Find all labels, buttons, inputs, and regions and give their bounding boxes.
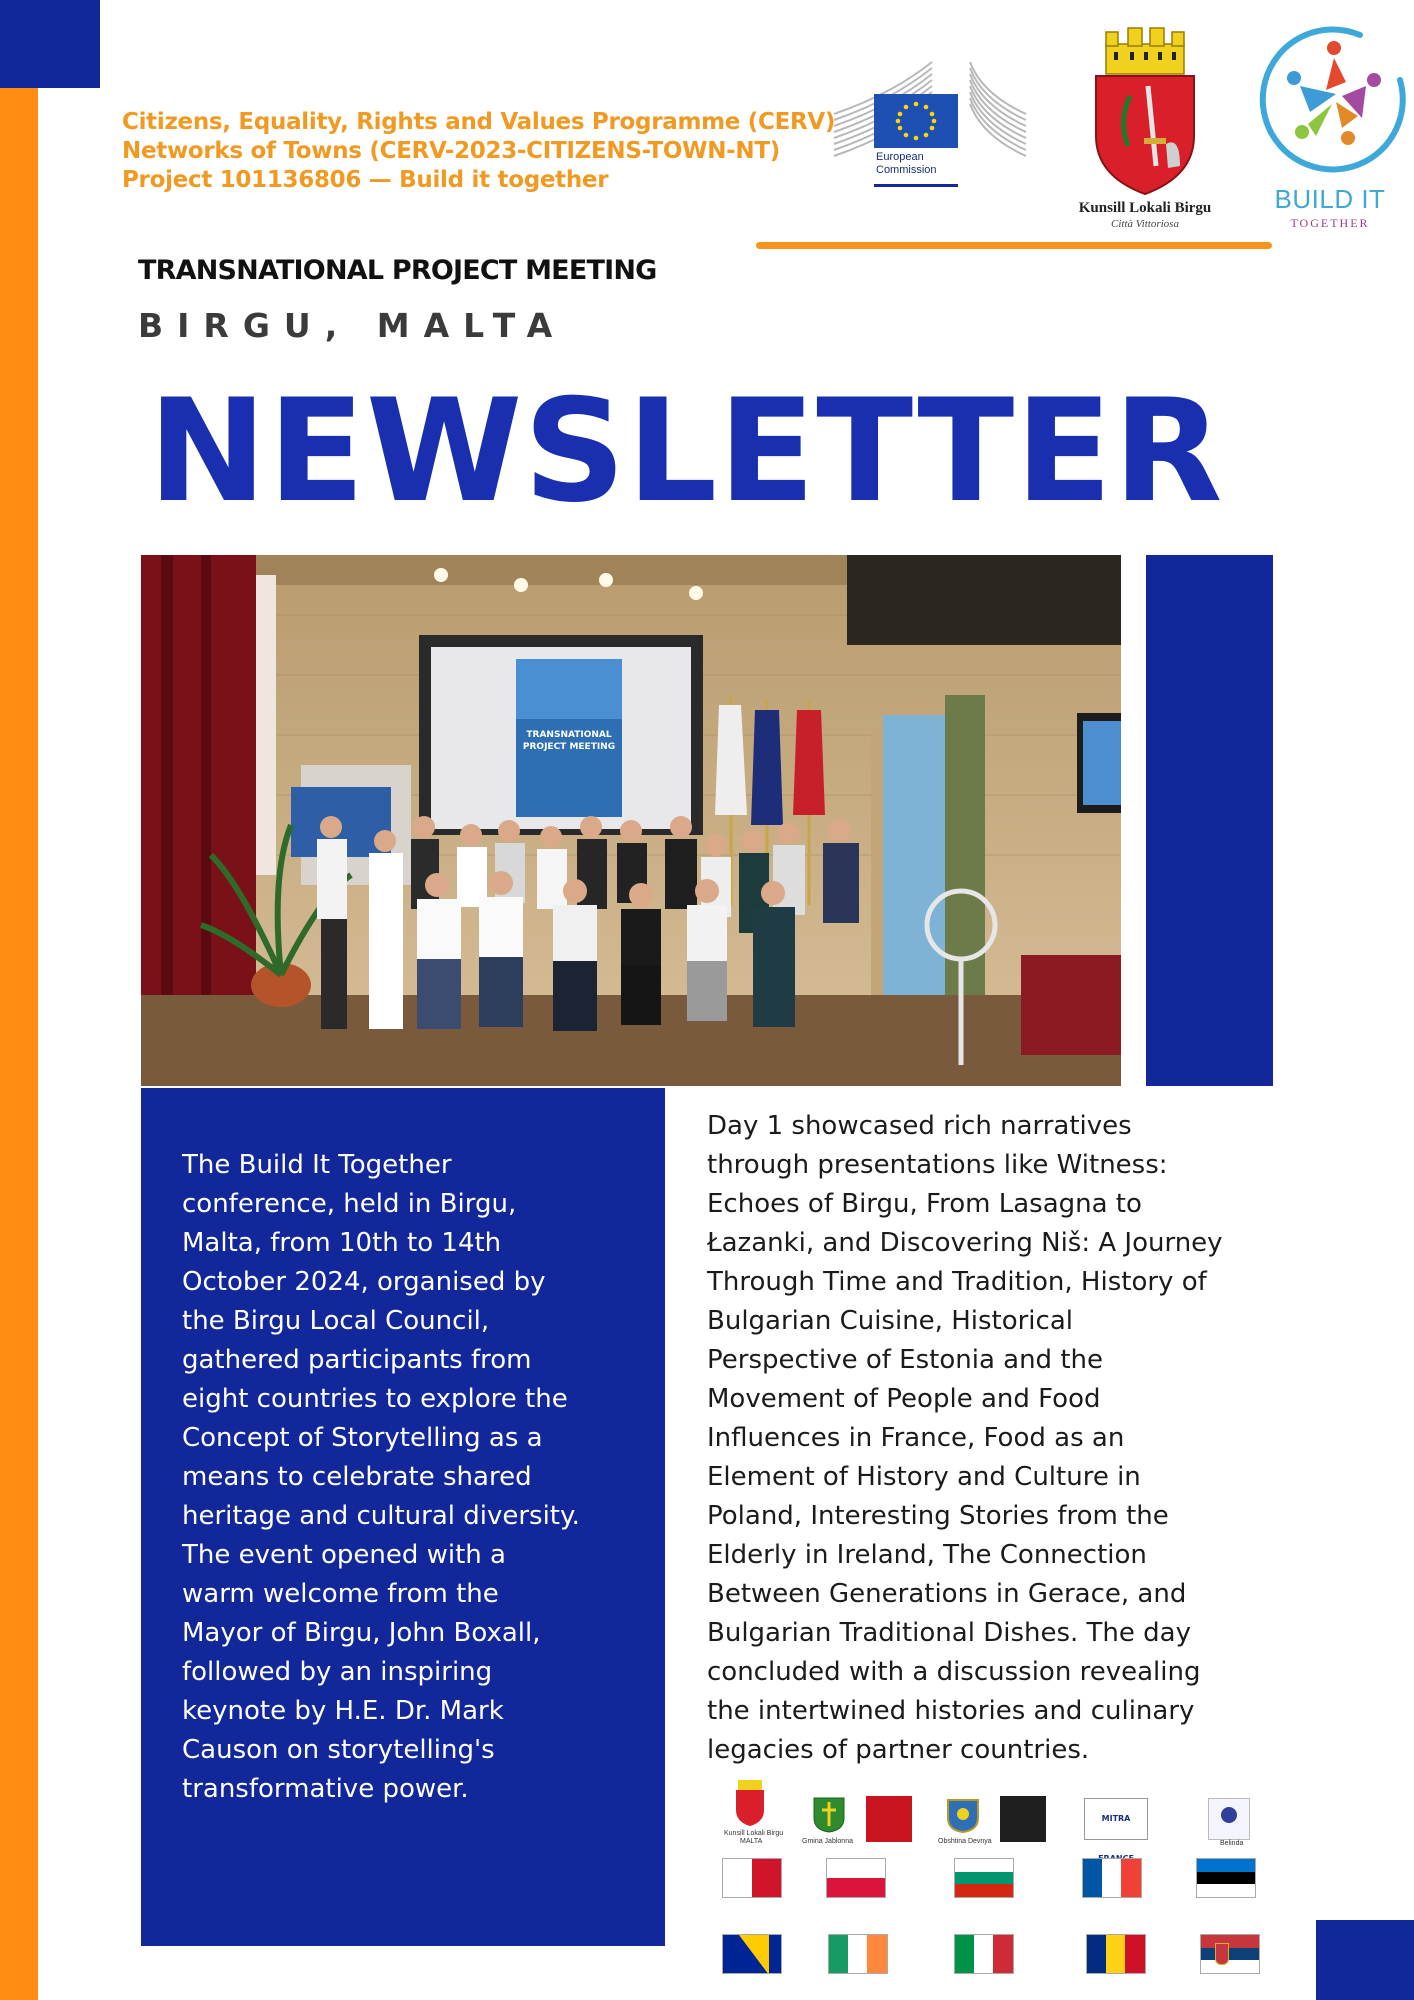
paragraph-line: Łazanki, and Discovering Niš: A Journey	[707, 1228, 1223, 1258]
paragraph-line: through presentations like Witness:	[707, 1150, 1168, 1180]
paragraph-line: heritage and cultural diversity.	[182, 1501, 580, 1531]
paragraph-line: The event opened with a	[182, 1540, 506, 1570]
build-it-title: BUILD IT	[1274, 184, 1386, 214]
belinda-mark-icon	[1209, 1799, 1249, 1839]
paragraph-line: means to celebrate shared	[182, 1462, 532, 1492]
flag-bulgaria	[954, 1858, 1014, 1898]
paragraph-line: Concept of Storytelling as a	[182, 1423, 543, 1453]
devnya-crest-icon	[940, 1796, 986, 1834]
paragraph-line: followed by an inspiring	[182, 1657, 493, 1687]
paragraph-line: October 2024, organised by	[182, 1267, 546, 1297]
paragraph-line: Poland, Interesting Stories from the	[707, 1501, 1169, 1531]
partner-label: Gmina Jablonna	[802, 1838, 853, 1845]
flag-serbia	[1200, 1934, 1260, 1974]
eu-label-line: European	[876, 151, 924, 163]
birgu-council-name: Kunsill Lokali Birgu	[1078, 200, 1212, 216]
day1-paragraph	[707, 1107, 1287, 1770]
programme-header	[122, 108, 842, 195]
paragraph-line: concluded with a discussion revealing	[707, 1657, 1201, 1687]
birgu-council-logo	[1070, 26, 1220, 236]
eu-underline	[874, 184, 958, 187]
build-it-together-logo	[1250, 20, 1400, 240]
birgu-small-crest-icon	[732, 1778, 768, 1828]
paragraph-line: Bulgarian Cuisine, Historical	[707, 1306, 1073, 1336]
birgu-crest-icon	[1070, 26, 1220, 198]
eu-label-line: Commission	[876, 164, 937, 176]
group-photo	[141, 555, 1121, 1086]
flag-ireland	[828, 1934, 888, 1974]
left-orange-stripe	[0, 88, 38, 2000]
corner-block-bottom-right	[1316, 1920, 1414, 2000]
paragraph-line: Between Generations in Gerace, and	[707, 1579, 1187, 1609]
paragraph-line: conference, held in Birgu,	[182, 1189, 517, 1219]
partner-label: Obshtina Devnya	[938, 1838, 992, 1845]
paragraph-line: legacies of partner countries.	[707, 1735, 1090, 1765]
meeting-location: BIRGU, MALTA	[138, 306, 567, 345]
red-partner-logo	[866, 1796, 912, 1842]
paragraph-line: Through Time and Tradition, History of	[707, 1267, 1207, 1297]
programme-line: Citizens, Equality, Rights and Values Programme (CERV)	[122, 109, 836, 135]
paragraph-line: Mayor of Birgu, John Boxall,	[182, 1618, 541, 1648]
flag-france	[1082, 1858, 1142, 1898]
flag-malta	[722, 1858, 782, 1898]
european-commission-logo	[832, 54, 1028, 190]
paragraph-line: Elderly in Ireland, The Connection	[707, 1540, 1147, 1570]
orange-divider	[756, 242, 1272, 249]
black-partner-logo	[1000, 1796, 1046, 1842]
eu-label	[876, 151, 937, 177]
side-color-block	[1146, 555, 1273, 1086]
paragraph-line: transformative power.	[182, 1774, 469, 1804]
belinda-logo	[1208, 1798, 1250, 1840]
mitra-france-logo: MITRA	[1084, 1798, 1148, 1840]
paragraph-line: keynote by H.E. Dr. Mark	[182, 1696, 504, 1726]
programme-line: Project 101136806 — Build it together	[122, 167, 609, 193]
group-photo-illustration	[141, 555, 1121, 1086]
paragraph-line: Causon on storytelling's	[182, 1735, 495, 1765]
partner-logos-row	[700, 1770, 1320, 1850]
paragraph-line: Malta, from 10th to 14th	[182, 1228, 502, 1258]
partner-label: Kunsill Lokali Birgu	[724, 1830, 784, 1837]
paragraph-line: Element of History and Culture in	[707, 1462, 1141, 1492]
programme-line: Networks of Towns (CERV-2023-CITIZENS-TOWN-NT)	[122, 138, 780, 164]
birgu-council-motto: Città Vittoriosa	[1111, 218, 1179, 230]
paragraph-line: Perspective of Estonia and the	[707, 1345, 1103, 1375]
flag-poland	[826, 1858, 886, 1898]
people-circle-icon	[1250, 20, 1410, 180]
intro-paragraph	[182, 1146, 642, 1809]
paragraph-line: The Build It Together	[182, 1150, 452, 1180]
flag-italy	[954, 1934, 1014, 1974]
screen-title-text: PROJECT MEETING	[522, 742, 616, 752]
paragraph-line: warm welcome from the	[182, 1579, 499, 1609]
jablonna-crest-icon	[812, 1796, 846, 1834]
flag-bosnia	[722, 1934, 782, 1974]
bosnia-triangle-icon	[723, 1935, 782, 1974]
paragraph-line: eight countries to explore the	[182, 1384, 568, 1414]
paragraph-line: the Birgu Local Council,	[182, 1306, 490, 1336]
paragraph-line: the intertwined histories and culinary	[707, 1696, 1195, 1726]
paragraph-line: Influences in France, Food as an	[707, 1423, 1125, 1453]
flag-romania	[1086, 1934, 1146, 1974]
meeting-title: TRANSNATIONAL PROJECT MEETING	[138, 255, 657, 286]
newsletter-masthead: NEWSLETTER	[148, 369, 1224, 534]
paragraph-line: gathered participants from	[182, 1345, 532, 1375]
paragraph-line: Echoes of Birgu, From Lasagna to	[707, 1189, 1142, 1219]
paragraph-line: Bulgarian Traditional Dishes. The day	[707, 1618, 1191, 1648]
paragraph-line: Movement of People and Food	[707, 1384, 1101, 1414]
paragraph-line: Day 1 showcased rich narratives	[707, 1111, 1132, 1141]
flag-estonia	[1196, 1858, 1256, 1898]
build-it-subtitle: TOGETHER	[1290, 216, 1370, 230]
corner-block-top-left	[0, 0, 100, 88]
screen-title-text: TRANSNATIONAL	[526, 730, 612, 740]
partner-label: MALTA	[740, 1838, 763, 1845]
partner-label: Belinda	[1220, 1840, 1244, 1847]
